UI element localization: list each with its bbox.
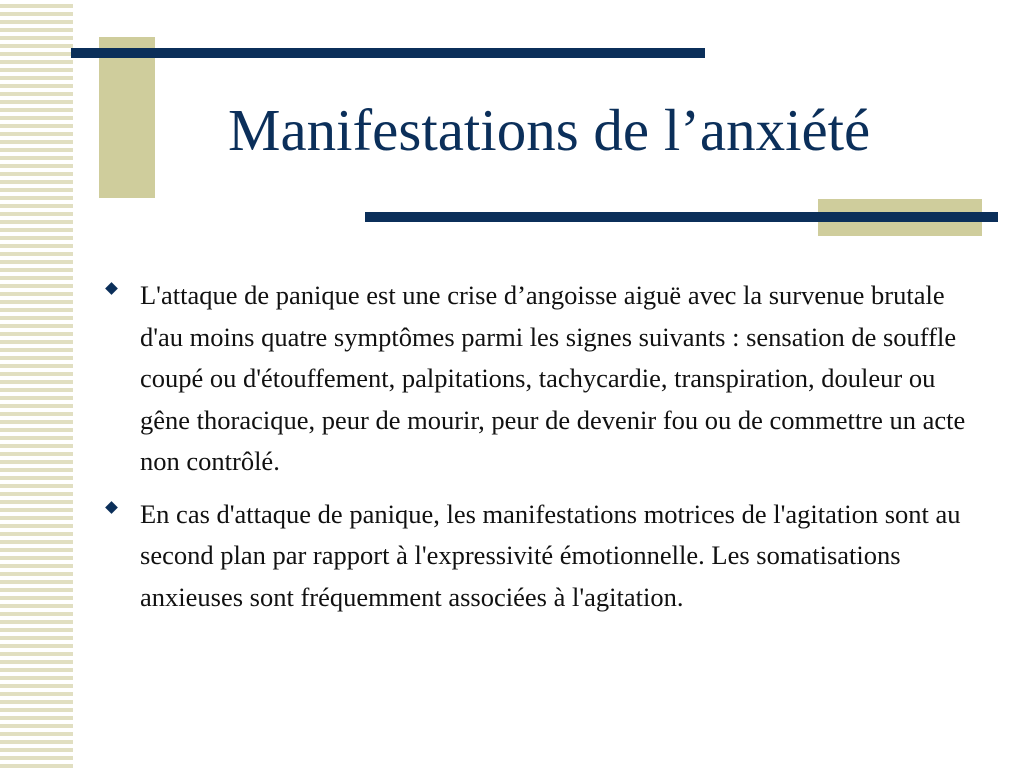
navy-rule-bottom [365,212,998,222]
tan-accent-block-top [99,37,155,198]
striped-side-band [0,0,73,768]
bullet-item [140,494,980,619]
diamond-bullet-icon [105,501,118,514]
bullet-text: En cas d'attaque de panique, les manifestations motrices de l'agitation sont au second plan par rapport à l'expressivité émotionnelle. Les somatisations anxieuses sont fréquemment associées à l'agitation. [140,498,961,612]
bullet-list [140,275,980,629]
slide-title: Manifestations de l’anxiété [228,97,871,163]
bullet-text: L'attaque de panique est une crise d’angoisse aiguë avec la survenue brutale d'au moins quatre symptômes parmi les signes suivants : sensation de souffle coupé ou d'étouffement, palpitations, tachycardie, transpiration, douleur ou gêne thoracique, peur de mourir, peur de devenir fou ou de commettre un acte non contrôlé. [140,280,966,476]
bullet-item [140,275,980,483]
navy-rule-top [71,48,705,58]
diamond-bullet-icon [105,282,118,295]
